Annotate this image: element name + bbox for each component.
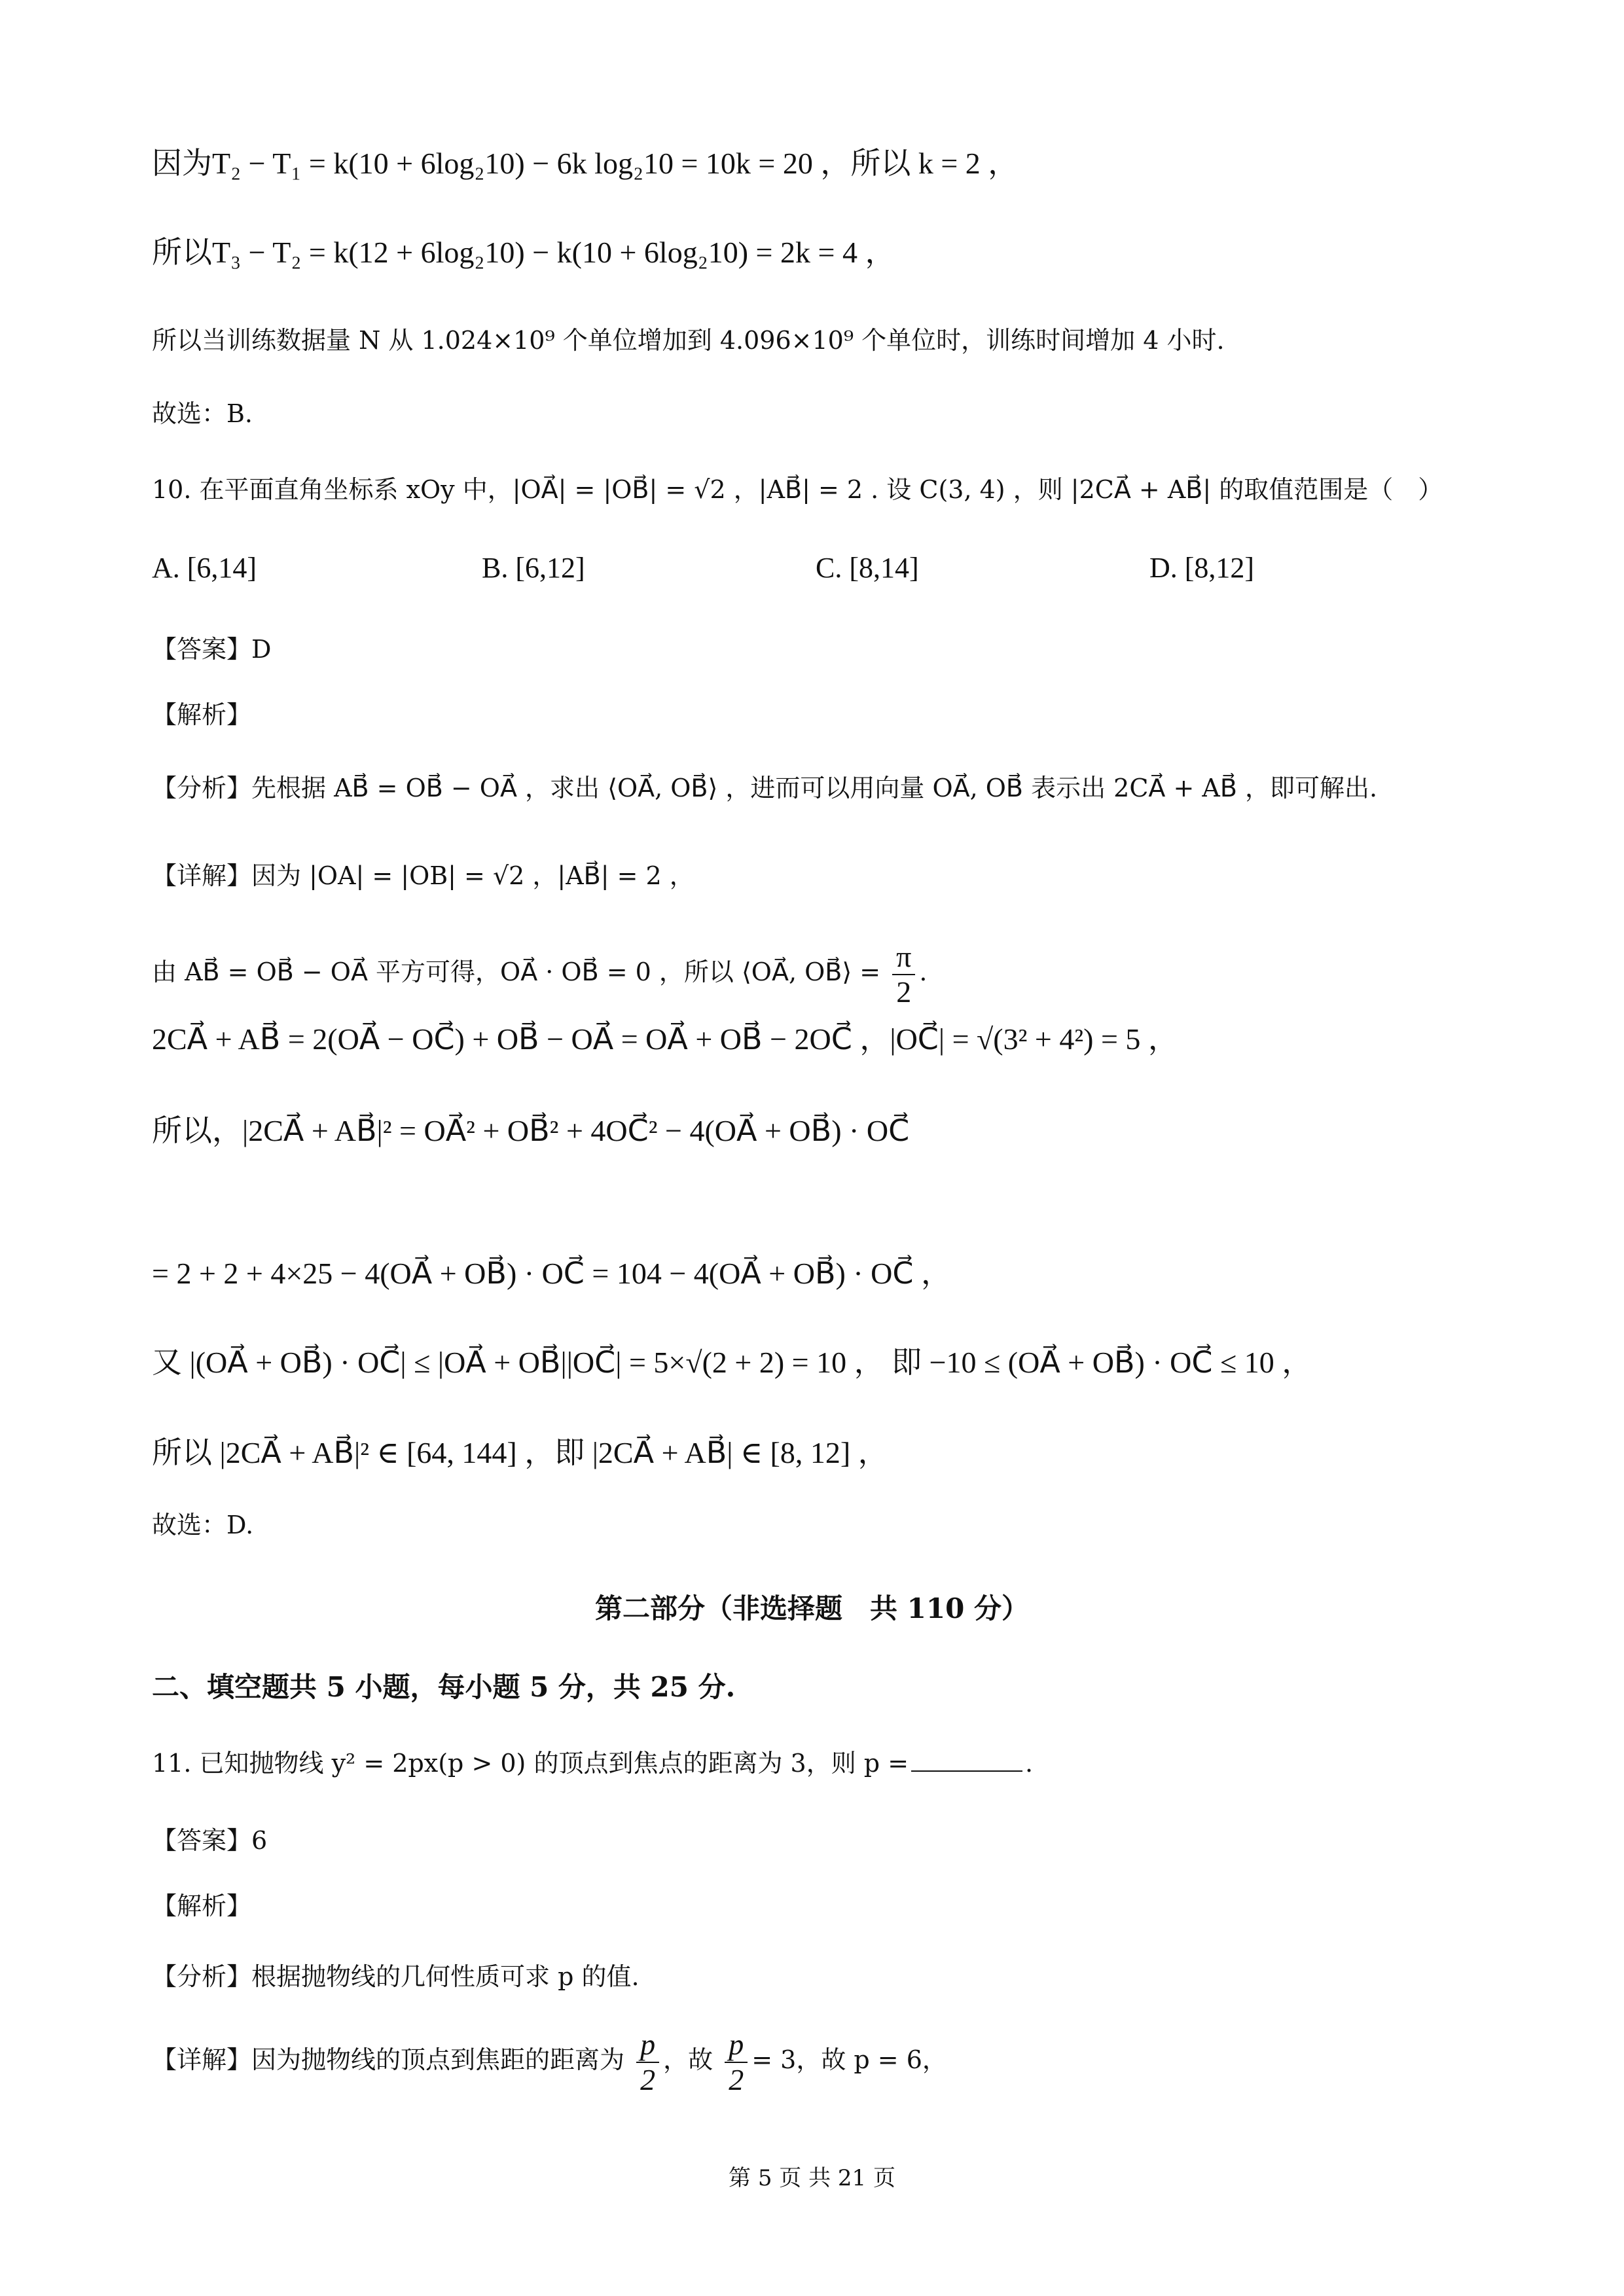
q10-detail-5: = 2 + 2 + 4×25 − 4(OA⃗ + OB⃗) · OC⃗ = 104 − 4(OA⃗ + OB⃗) · OC⃗ ， xyxy=(152,1257,951,1290)
q11-detail: 【详解】因为抛物线的顶点到焦距的距离为 $\frac{p}{2}$ ，故 $\frac{p}{2}$ = 3，故 p = 6， xyxy=(152,2027,947,2096)
fraction-p-over-2: $\frac{p}{2}$ xyxy=(636,2028,659,2097)
option-a: A. [6,14] xyxy=(152,552,257,584)
q11-analysis: 【分析】根据抛物线的几何性质可求 p 的值. xyxy=(152,1962,640,1991)
q10-jiexi-label: 【解析】 xyxy=(152,700,252,729)
q11-answer: 【答案】6 xyxy=(152,1826,268,1855)
q10-detail-6: 又 |(OA⃗ + OB⃗) · OC⃗| ≤ |OA⃗ + OB⃗||OC⃗| = 5×√(2 + 2) = 10 ， 即 −10 ≤ (OA⃗ + OB⃗) · OC⃗ ≤ 10 ， xyxy=(152,1346,1312,1379)
option-b: B. [6,12] xyxy=(482,552,585,584)
q10-detail-4: 所以，|2CA⃗ + AB⃗|² = OA⃗² + OB⃗² + 4OC⃗² − 4(OA⃗ + OB⃗) · OC⃗ xyxy=(152,1114,910,1147)
solution-line-1: 因为T₂ − T₁ = k(10 + 6log₂10) − 6k log₂10 = 10k = 20 ，所以 k = 2 ， xyxy=(152,147,1019,180)
q11-jiexi-label: 【解析】 xyxy=(152,1892,252,1920)
section-two-heading: 二、填空题共 5 小题，每小题 5 分，共 25 分. xyxy=(152,1671,736,1703)
solution-line-2: 所以T₃ − T₂ = k(12 + 6log₂10) − k(10 + 6log₂10) = 2k = 4 ， xyxy=(152,236,895,269)
q10-detail-3: 2CA⃗ + AB⃗ = 2(OA⃗ − OC⃗) + OB⃗ − OA⃗ = OA⃗ + OB⃗ − 2OC⃗ ，|OC⃗| = √(3² + 4²) = 5 ， xyxy=(152,1022,1178,1056)
page-footer: 第 5 页 共 21 页 xyxy=(729,2165,895,2191)
question-10: 10. 在平面直角坐标系 xOy 中，|OA⃗| = |OB⃗| = √2 ，|AB⃗| = 2 . 设 C(3, 4) ，则 |2CA⃗ + AB⃗| 的取值范围是（ ） xyxy=(152,475,1443,504)
q10-answer: 【答案】D xyxy=(152,635,272,664)
q10-end: 故选：D. xyxy=(152,1511,254,1539)
option-c: C. [8,14] xyxy=(816,552,919,584)
option-d: D. [8,12] xyxy=(1149,552,1255,584)
question-11: 11. 已知抛物线 y² = 2px(p > 0) 的顶点到焦点的距离为 3，则 p = . xyxy=(152,1749,1034,1778)
answer-choice-b: 故选：B. xyxy=(152,399,253,428)
fraction-pi-over-2: $\frac{\pi}{2}$ xyxy=(892,940,915,1009)
fraction-p-over-2-second: $\frac{p}{2}$ xyxy=(725,2028,748,2097)
q10-detail-7: 所以 |2CA⃗ + AB⃗|² ∈ [64, 144] ，即 |2CA⃗ + AB⃗| ∈ [8, 12] ， xyxy=(152,1436,888,1469)
solution-line-3: 所以当训练数据量 N 从 1.024×10⁹ 个单位增加到 4.096×10⁹ 个单位时，训练时间增加 4 小时. xyxy=(152,326,1225,355)
q10-detail-1: 【详解】因为 |OA| = |OB| = √2 ，|AB⃗| = 2 ， xyxy=(152,861,695,890)
answer-blank xyxy=(911,1748,1022,1772)
q10-detail-2: 由 AB⃗ = OB⃗ − OA⃗ 平方可得，OA⃗ · OB⃗ = 0 ，所以 ⟨OA⃗, OB⃗⟩ = $\frac{\pi}{2}$ . xyxy=(152,939,928,1009)
q10-analysis: 【分析】先根据 AB⃗ = OB⃗ − OA⃗ ，求出 ⟨OA⃗, OB⃗⟩ ，进而可以用向量 OA⃗, OB⃗ 表示出 2CA⃗ + AB⃗ ，即可解出. xyxy=(152,774,1378,802)
part-two-heading: 第二部分（非选择题 共 110 分） xyxy=(595,1592,1029,1624)
